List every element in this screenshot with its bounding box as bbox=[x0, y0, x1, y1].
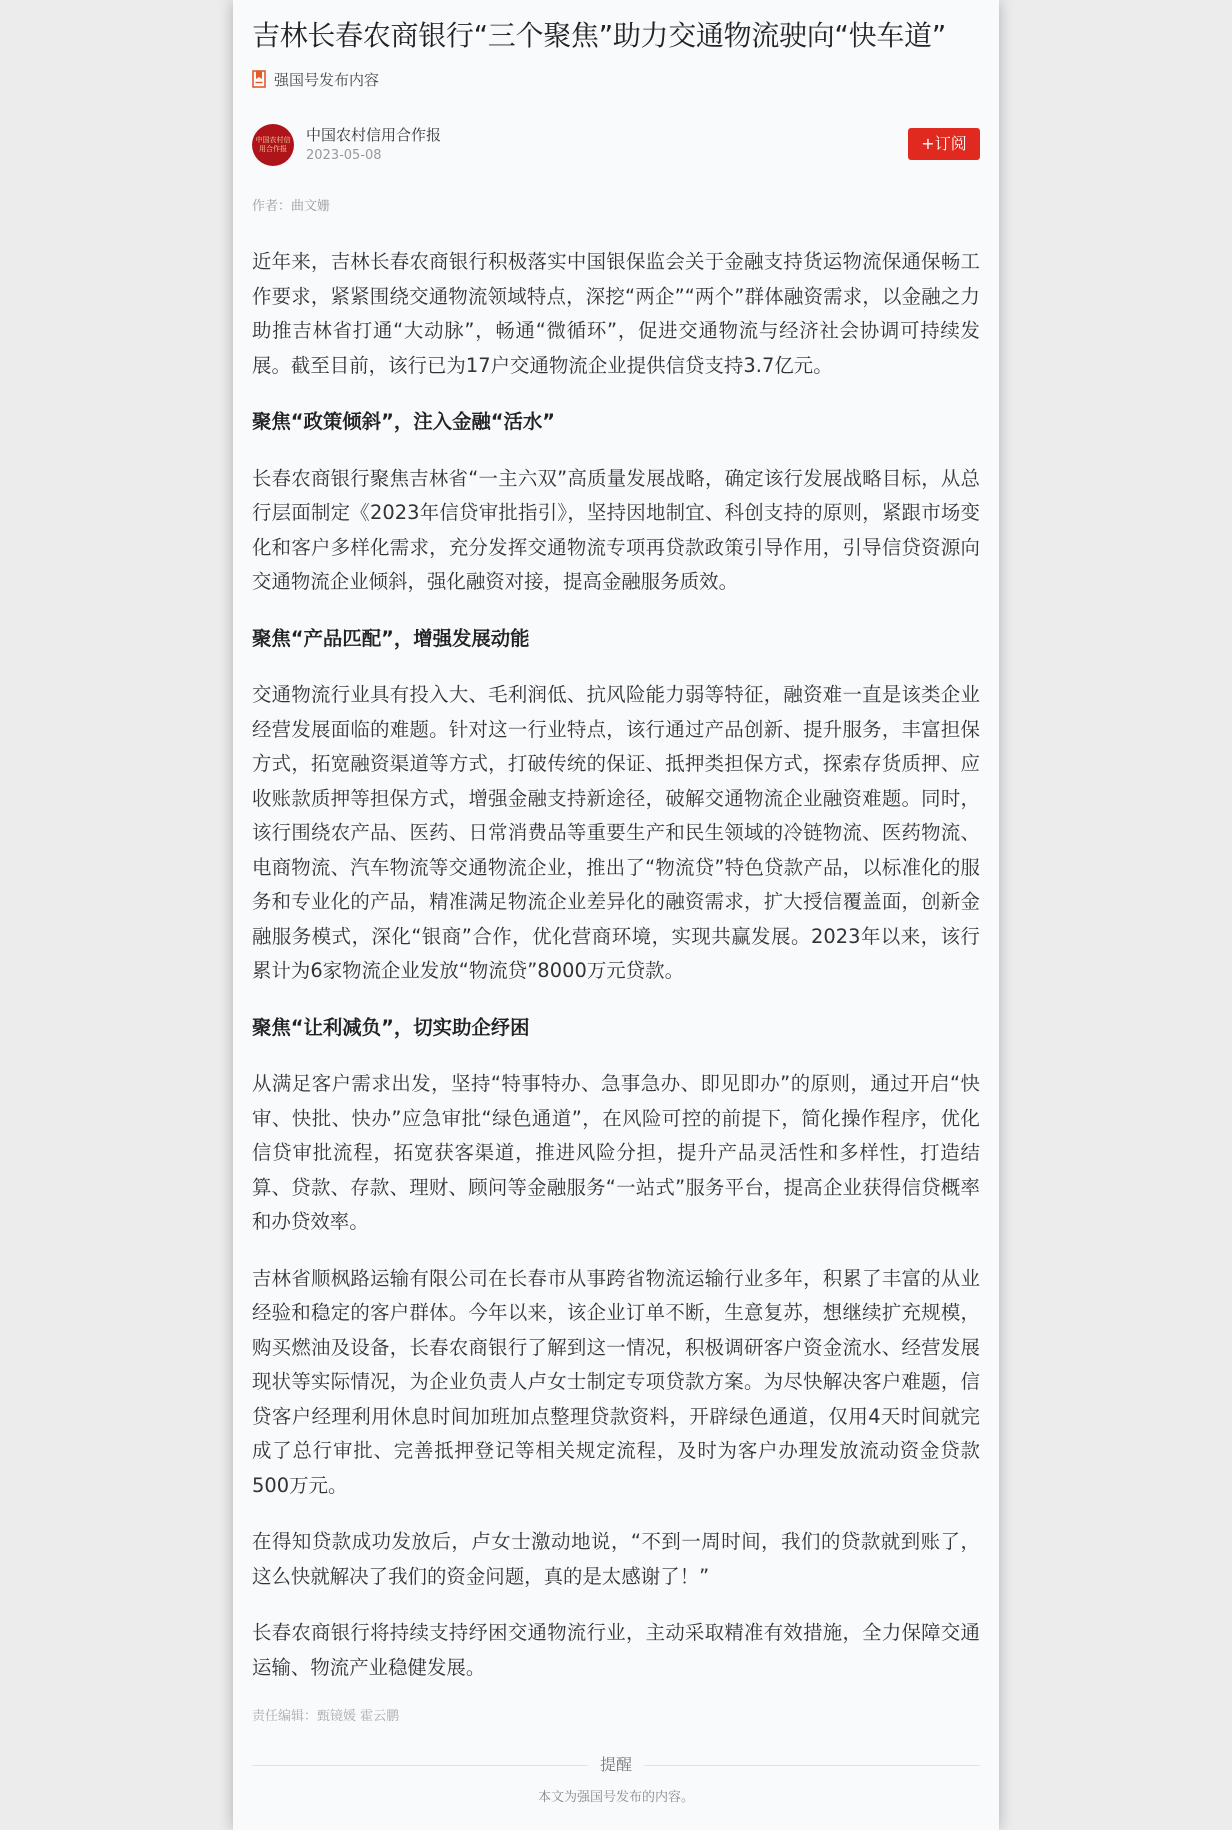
section-heading: 聚焦“让利减负”，切实助企纾困 bbox=[252, 1015, 530, 1039]
publisher-tag bbox=[252, 68, 379, 90]
article-paragraph: 吉林省顺枫路运输有限公司在长春市从事跨省物流运输行业多年，积累了丰富的从业经验和稳定的客户群体。今年以来，该企业订单不断，生意复苏，想继续扩充规模，购买燃油及设备，长春农商银行了解到这一情况，积极调研客户资金流水、经营发展现状等实际情况，为企业负责人卢女士制定专项贷款方案。为尽快解决客户难题，信贷客户经理利用休息时间加班加点整理贷款资料，开辟绿色通道，仅用4天时间就完成了总行审批、完善抵押登记等相关规定流程，及时为客户办理发放流动资金贷款500万元。 bbox=[252, 1266, 980, 1497]
section-heading: 聚焦“政策倾斜”，注入金融“活水” bbox=[252, 410, 556, 433]
bookmark-icon bbox=[252, 70, 266, 88]
article-title: 吉林长春农商银行“三个聚焦”助力交通物流驶向“快车道” bbox=[252, 19, 946, 52]
responsible-editor: 责任编辑：甄镜媛 霍云鹏 bbox=[252, 1709, 400, 1724]
article-paragraph: 长春农商银行聚焦吉林省“一主六双”高质量发展战略，确定该行发展战略目标，从总行层面制定《2023年信贷审批指引》，坚持因地制宜、科创支持的原则，紧跟市场变化和客户多样化需求，充分发挥交通物流专项再贷款政策引导作用，引导信贷资源向交通物流企业倾斜，强化融资对接，提高金融服务质效。 bbox=[252, 466, 980, 593]
notice-text: 本文为强国号发布的内容。 bbox=[537, 1790, 694, 1805]
publish-date: 2023-05-08 bbox=[306, 148, 382, 163]
article-paragraph: 从满足客户需求出发，坚持“特事特办、急事急办、即见即办”的原则，通过开启“快审、快批、快办”应急审批“绿色通道”，在风险可控的前提下，简化操作程序，优化信贷审批流程，拓宽获客渠道，推进风险分担，提升产品灵活性和多样性，打造结算、贷款、存款、理财、顾问等金融服务“一站式”服务平台，提高企业获得信贷概率和办贷效率。 bbox=[252, 1072, 980, 1233]
article-paragraph: 长春农商银行将持续支持纾困交通物流行业，主动采取精准有效措施，全力保障交通运输、物流产业稳健发展。 bbox=[252, 1621, 980, 1679]
avatar-logo-text: 中国农村信用合作报 bbox=[255, 136, 291, 153]
article-paragraph: 在得知贷款成功发放后，卢女士激动地说，“不到一周时间，我们的贷款就到账了，这么快就解决了我们的资金问题，真的是太感谢了！” bbox=[252, 1530, 980, 1588]
source-name[interactable]: 中国农村信用合作报 bbox=[306, 126, 442, 144]
notice-header bbox=[252, 1752, 980, 1778]
subscribe-button[interactable]: +订阅 bbox=[908, 128, 980, 160]
article-paragraph: 交通物流行业具有投入大、毛利润低、抗风险能力弱等特征，融资难一直是该类企业经营发展面临的难题。针对这一行业特点，该行通过产品创新、提升服务，丰富担保方式，拓宽融资渠道等方式，打破传统的保证、抵押类担保方式，探索存货质押、应收账款质押等担保方式，增强金融支持新途径，破解交通物流企业融资难题。同时，该行围绕农产品、医药、日常消费品等重要生产和民生领域的冷链物流、医药物流、电商物流、汽车物流等交通物流企业，推出了“物流贷”特色贷款产品，以标准化的服务和专业化的产品，精准满足物流企业差异化的融资需求，扩大授信覆盖面，创新金融服务模式，深化“银商”合作，优化营商环境，实现共赢发展。2023年以来，该行累计为6家物流企业发放“物流贷”8000万元贷款。 bbox=[252, 683, 980, 982]
source-row bbox=[252, 122, 980, 166]
section-heading: 聚焦“产品匹配”，增强发展动能 bbox=[252, 626, 530, 650]
article-page bbox=[233, 0, 999, 1830]
article-paragraph: 近年来，吉林长春农商银行积极落实中国银保监会关于金融支持货运物流保通保畅工作要求，紧紧围绕交通物流领域特点，深挖“两企”“两个”群体融资需求，以金融之力助推吉林省打通“大动脉”，畅通“微循环”，促进交通物流与经济社会协调可持续发展。截至目前，该行已为17户交通物流企业提供信贷支持3.7亿元。 bbox=[252, 250, 980, 377]
publisher-tag-label: 强国号发布内容 bbox=[274, 70, 380, 89]
avatar[interactable] bbox=[252, 124, 294, 166]
article-body bbox=[252, 245, 980, 1707]
byline: 作者：曲文姗 bbox=[252, 199, 331, 214]
notice-title: 提醒 bbox=[588, 1755, 644, 1774]
